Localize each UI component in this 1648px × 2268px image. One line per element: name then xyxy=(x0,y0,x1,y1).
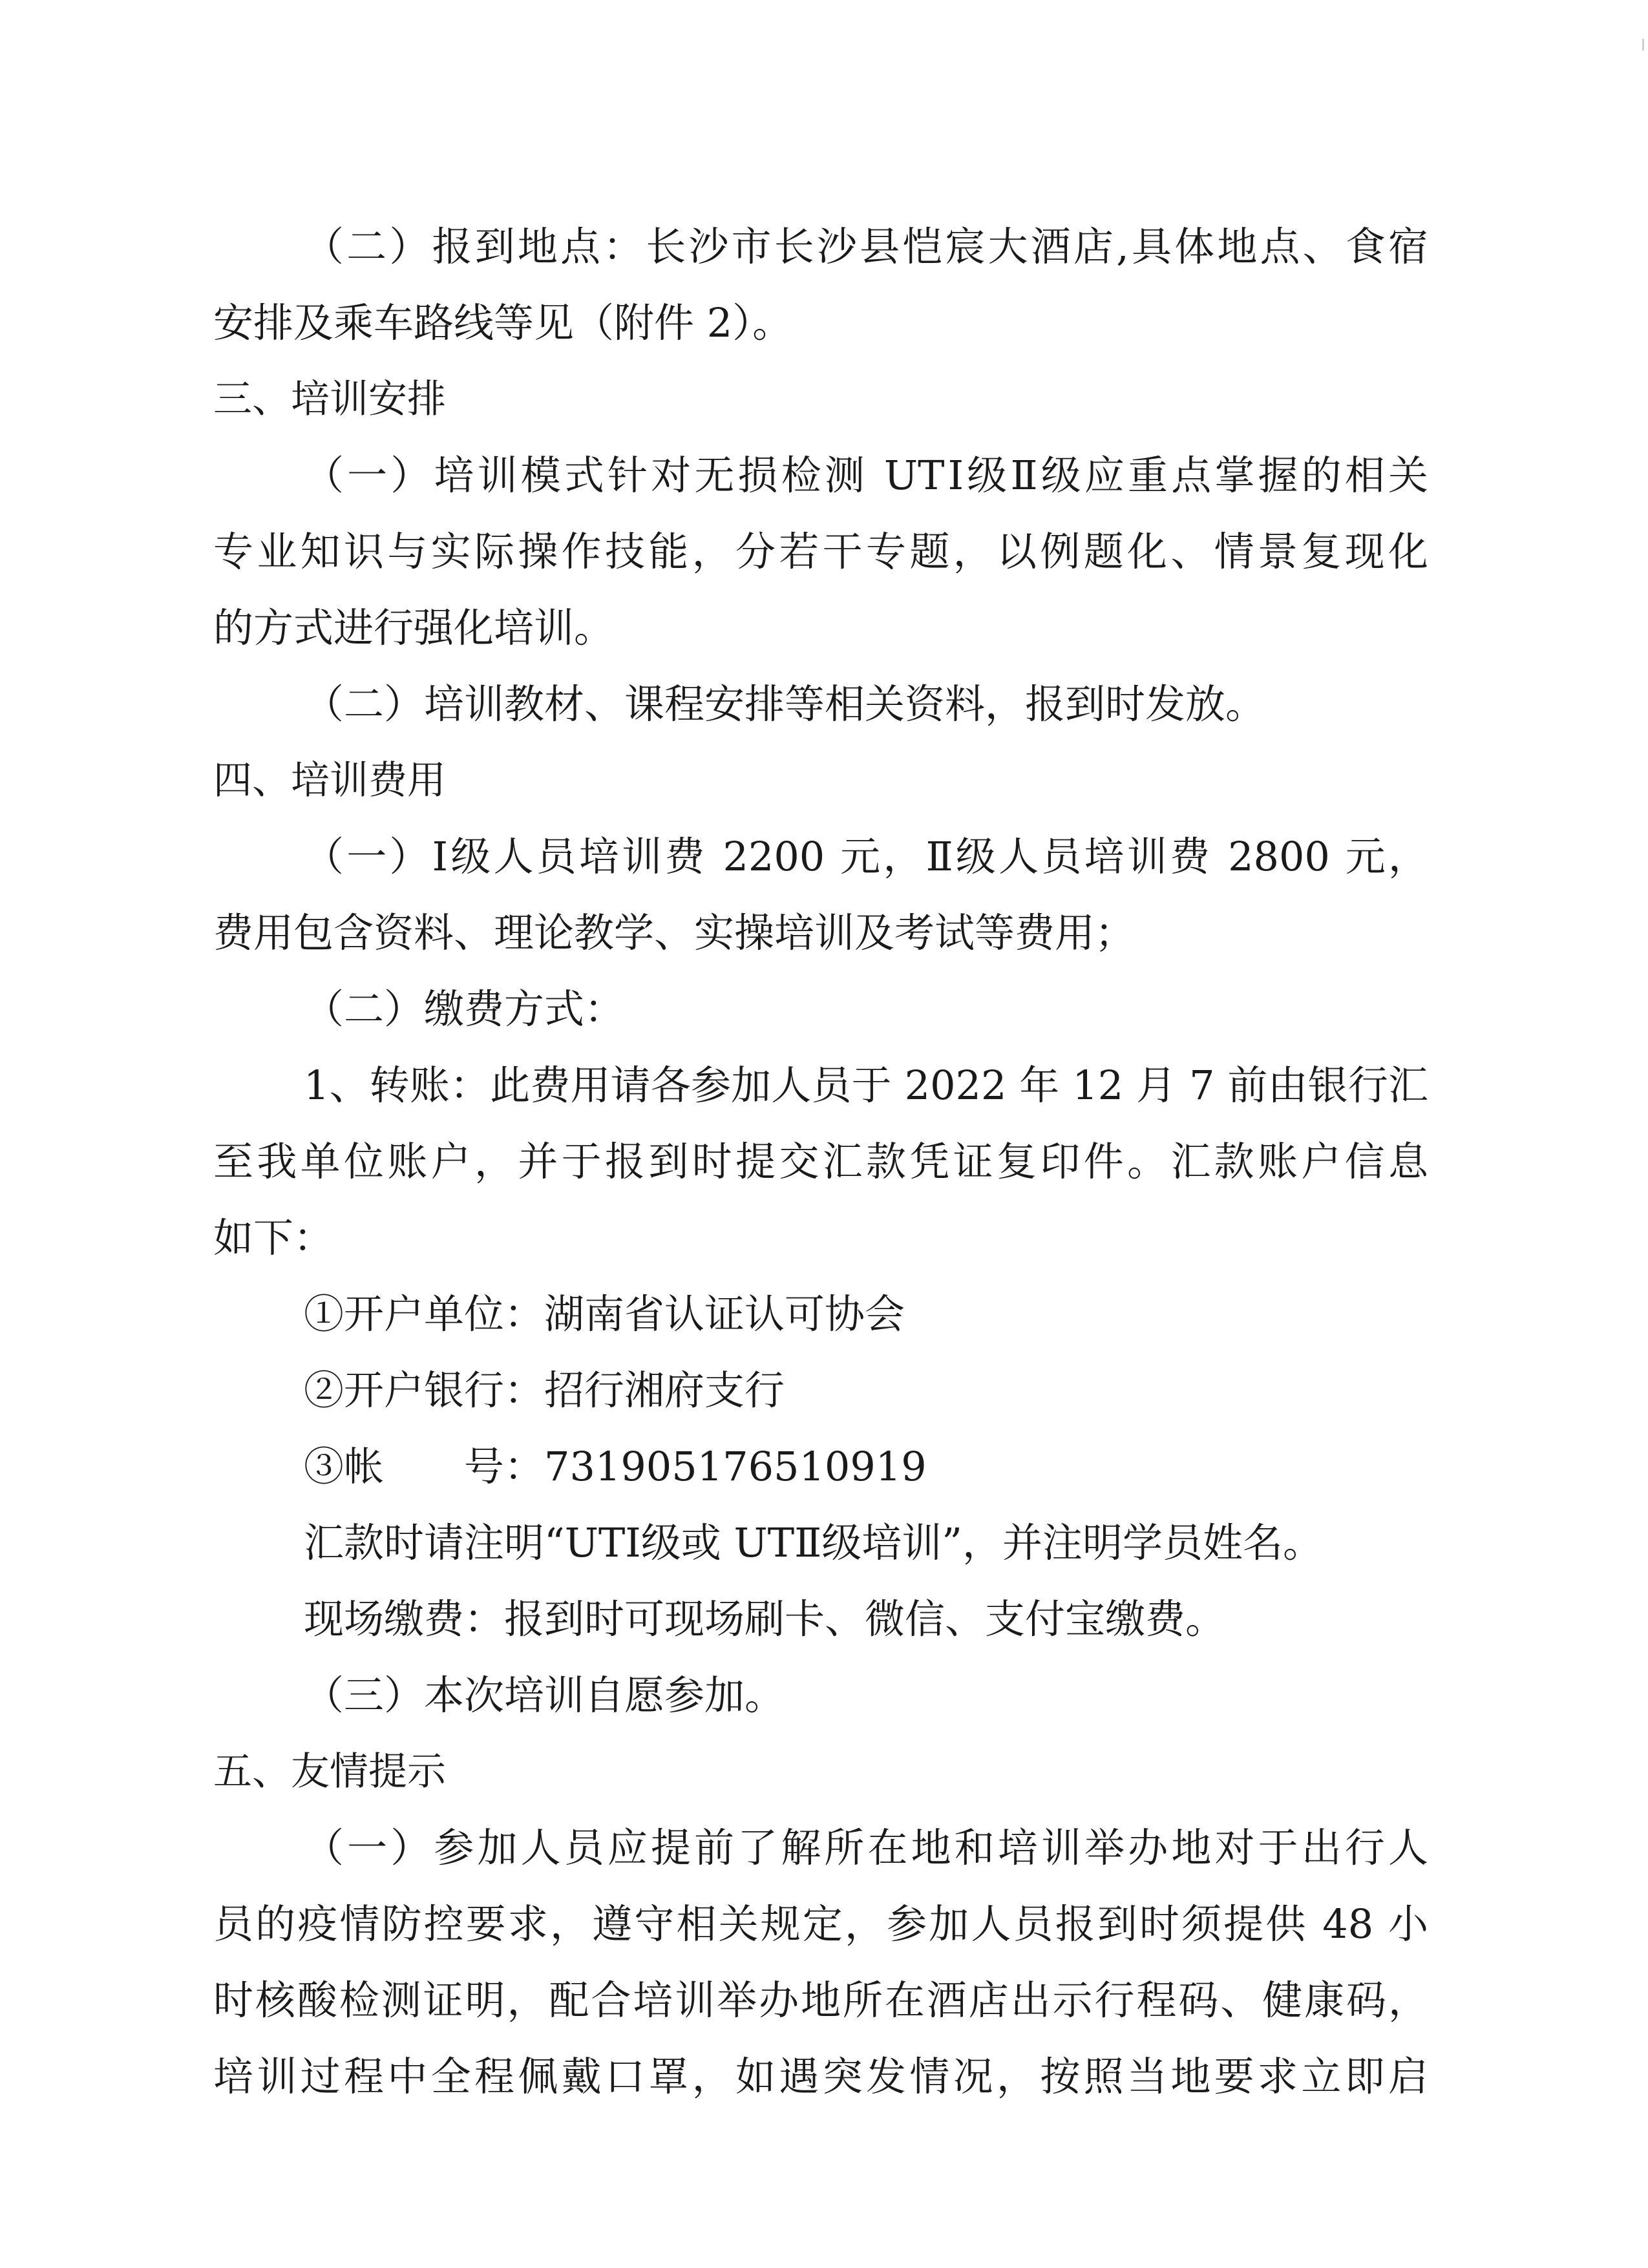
scan-edge-mark xyxy=(1642,39,1644,50)
account-bank-line: ②开户银行：招行湘府支行 xyxy=(304,1367,785,1414)
paragraph-line: 1、转账：此费用请各参加人员于 2022 年 12 月 7 前由银行汇 xyxy=(304,1062,1428,1109)
section-heading-5: 五、友情提示 xyxy=(213,1749,446,1794)
paragraph-line: 培训过程中全程佩戴口罩，如遇突发情况，按照当地要求立即启 xyxy=(213,2053,1428,2100)
paragraph-line: 现场缴费：报到时可现场刷卡、微信、支付宝缴费。 xyxy=(304,1595,1226,1643)
paragraph-line: （二）培训教材、课程安排等相关资料，报到时发放。 xyxy=(304,680,1266,728)
paragraph-line: 的方式进行强化培训。 xyxy=(213,604,615,651)
paragraph-line: 专业知识与实际操作技能，分若干专题，以例题化、情景复现化 xyxy=(213,528,1428,575)
paragraph-line: 费用包含资料、理论教学、实操培训及考试等费用； xyxy=(213,909,1136,956)
account-number-line: ③帐 号：731905176510919 xyxy=(304,1443,927,1490)
paragraph-line: 汇款时请注明“UTⅠ级或 UTⅡ级培训”，并注明学员姓名。 xyxy=(304,1519,1323,1566)
section-heading-4: 四、培训费用 xyxy=(213,758,446,803)
paragraph-line: 员的疫情防控要求，遵守相关规定，参加人员报到时须提供 48 小 xyxy=(213,1900,1428,1948)
paragraph-line: 安排及乘车路线等见（附件 2）。 xyxy=(213,299,793,346)
paragraph-line: （一）参加人员应提前了解所在地和培训举办地对于出行人 xyxy=(304,1824,1428,1871)
paragraph-line: 如下： xyxy=(213,1214,334,1261)
paragraph-line: （二）报到地点：长沙市长沙县恺宸大酒店,具体地点、食宿 xyxy=(304,223,1428,270)
paragraph-line: 至我单位账户，并于报到时提交汇款凭证复印件。汇款账户信息 xyxy=(213,1138,1428,1185)
paragraph-line: （一）培训模式针对无损检测 UTⅠ级Ⅱ级应重点掌握的相关 xyxy=(304,452,1428,499)
paragraph-line: （一）Ⅰ级人员培训费 2200 元，Ⅱ级人员培训费 2800 元， xyxy=(304,833,1428,880)
paragraph-line: 时核酸检测证明，配合培训举办地所在酒店出示行程码、健康码， xyxy=(213,1977,1428,2024)
paragraph-line: （二）缴费方式： xyxy=(304,985,625,1033)
account-holder-line: ①开户单位：湖南省认证认可协会 xyxy=(304,1290,905,1338)
paragraph-line: （三）本次培训自愿参加。 xyxy=(304,1672,785,1719)
section-heading-3: 三、培训安排 xyxy=(213,377,446,422)
